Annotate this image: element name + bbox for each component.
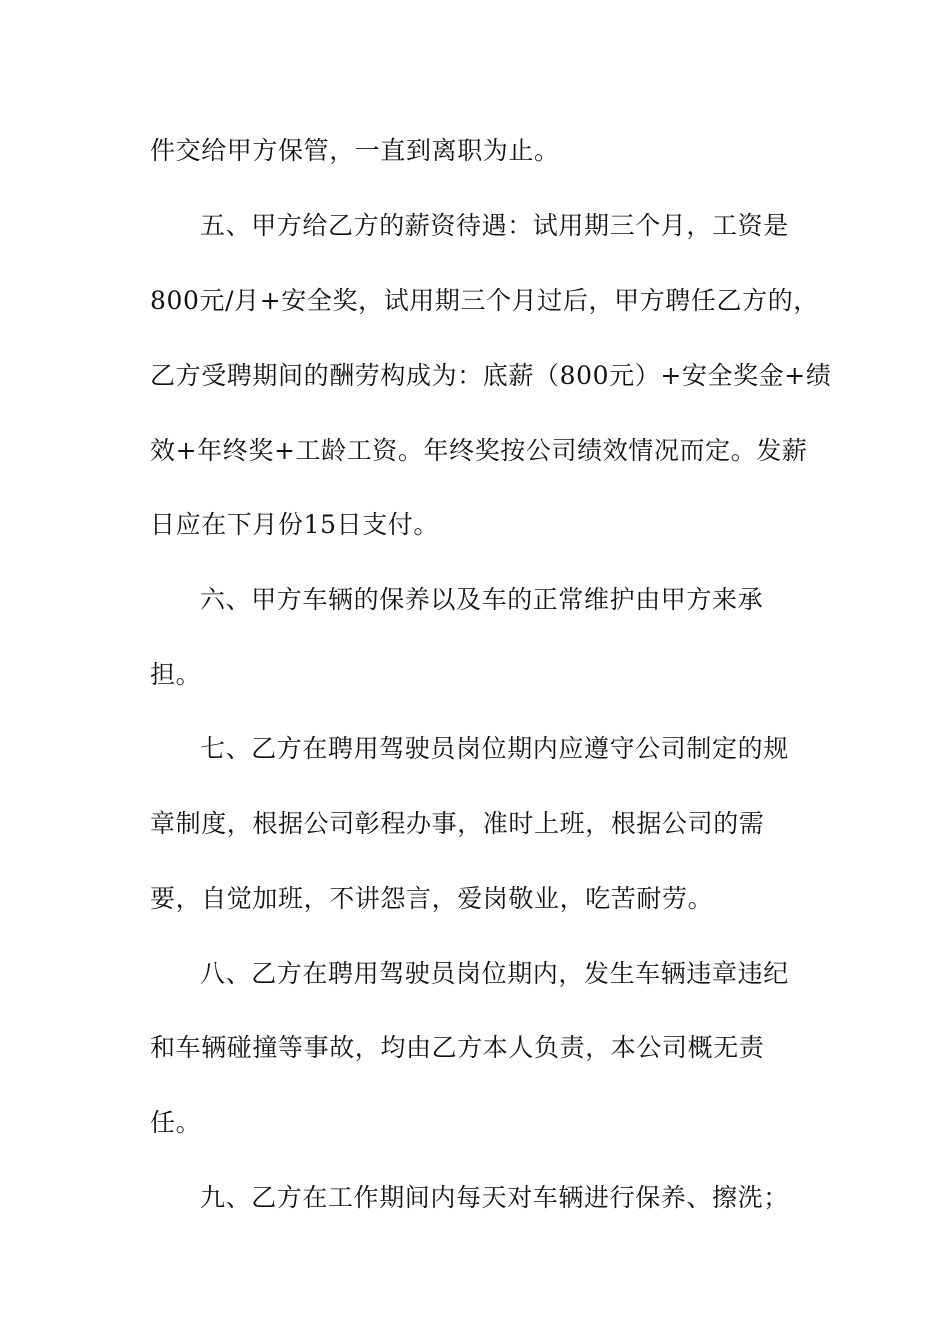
- text-line: 800元/月+安全奖，试用期三个月过后，甲方聘任乙方的，: [150, 286, 819, 315]
- text-line: 七、乙方在聘用驾驶员岗位期内应遵守公司制定的规: [200, 734, 789, 763]
- text-line: 九、乙方在工作期间内每天对车辆进行保养、擦洗；: [200, 1183, 789, 1212]
- text-line: 要，自觉加班，不讲怨言，爱岗敬业，吃苦耐劳。: [150, 884, 714, 913]
- text-line: 效+年终奖+工龄工资。年终奖按公司绩效情况而定。发薪: [150, 436, 808, 465]
- text-line: 八、乙方在聘用驾驶员岗位期内，发生车辆违章违纪: [200, 959, 789, 988]
- text-line: 任。: [150, 1108, 202, 1137]
- text-line: 章制度，根据公司彰程办事，准时上班，根据公司的需: [150, 809, 765, 838]
- text-line: 六、甲方车辆的保养以及车的正常维护由甲方来承: [200, 585, 764, 614]
- text-line: 件交给甲方保管，一直到离职为止。: [150, 136, 560, 165]
- text-line: 五、甲方给乙方的薪资待遇：试用期三个月，工资是: [200, 211, 789, 240]
- text-line: 乙方受聘期间的酬劳构成为：底薪（800元）+安全奖金+绩: [150, 361, 832, 390]
- text-line: 和车辆碰撞等事故，均由乙方本人负责，本公司概无责: [150, 1033, 765, 1062]
- text-line: 日应在下月份15日支付。: [150, 510, 440, 539]
- text-line: 担。: [150, 660, 202, 689]
